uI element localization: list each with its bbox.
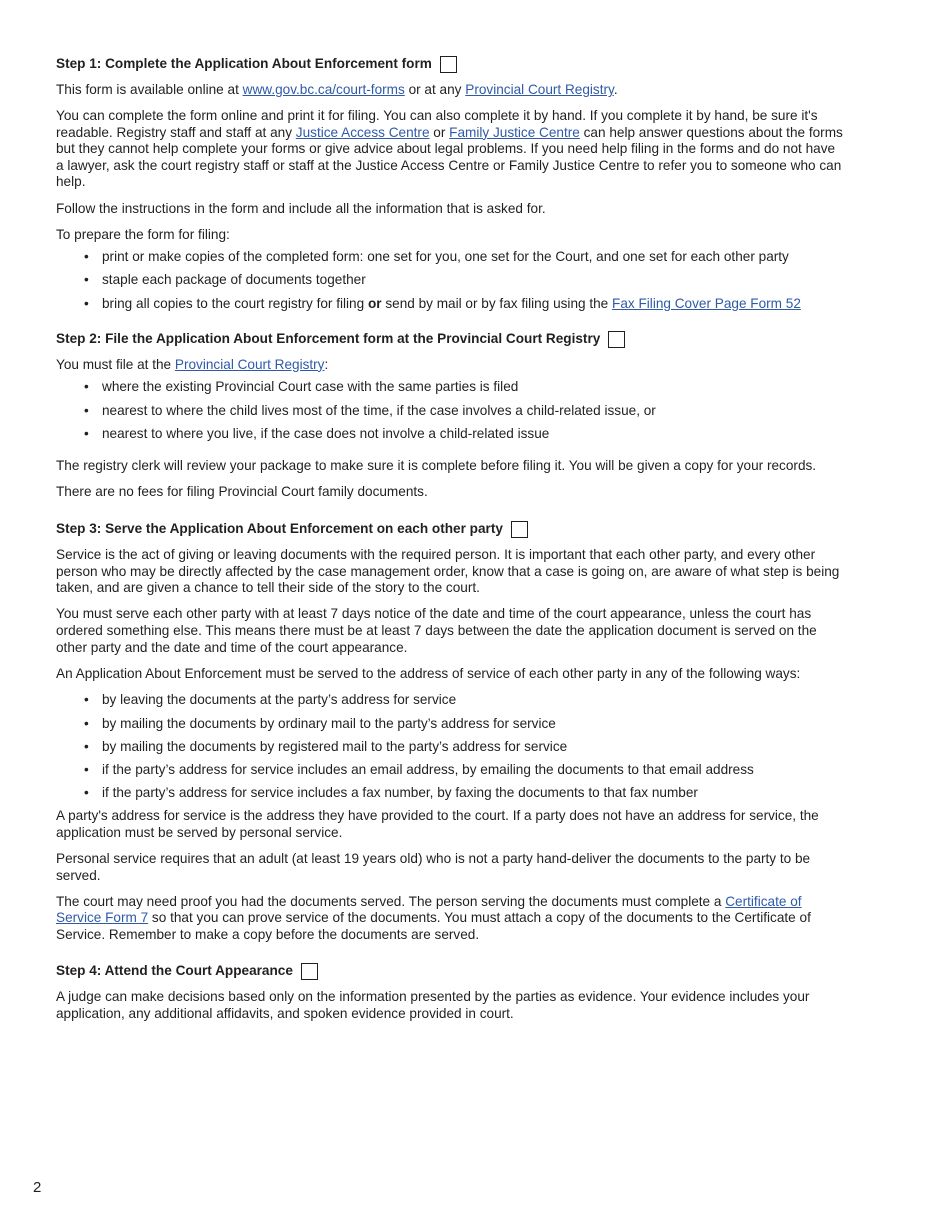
family-justice-centre-link[interactable]: Family Justice Centre [449, 124, 580, 140]
judge-paragraph: A judge can make decisions based only on the information presented by the parties as evidence. Your evidence includes your application, any additional affidavits, and spoken evidence provided in court. [56, 988, 810, 1021]
text: can help answer questions about the forms but they cannot help complete your forms or give advice about legal problems. If you need help filing in the forms and do not have a lawyer, ask the court registry staff or staff at the Justice Access Centre or Family Justice Centre to refer you to someone who can help. [56, 124, 843, 190]
file-location-list [56, 379, 846, 442]
step-3-checkbox[interactable] [511, 521, 528, 538]
step-4-heading [56, 963, 846, 980]
must-file-paragraph [56, 357, 846, 374]
list-item: • print or make copies of the completed form: one set for you, one set for the Court, and one set for each other party [56, 249, 846, 266]
provincial-court-registry-link[interactable]: Provincial Court Registry [465, 82, 614, 97]
text: : [324, 356, 329, 372]
service-ways-list [56, 692, 846, 801]
step-4-checkbox[interactable] [301, 963, 318, 980]
prepare-list [56, 249, 846, 312]
step-1-title: Step 1: Complete the Application About Enforcement form [56, 56, 432, 72]
address-paragraph: A party's address for service is the address they have provided to the court. If a party does not have an address for service, the application must be served by personal service. [56, 808, 819, 840]
step-1-heading [56, 56, 846, 73]
list-item: • nearest to where you live, if the case does not involve a child-related issue [56, 426, 846, 443]
list-item: • by mailing the documents by registered mail to the party’s address for service [56, 739, 846, 756]
proof-paragraph [56, 894, 846, 944]
page-number: 2 [33, 1179, 42, 1196]
review-paragraph: The registry clerk will review your package to make sure it is complete before filing it. You will be given a copy for your records. [56, 457, 817, 473]
service-definition-paragraph: Service is the act of giving or leaving documents with the required person. It is important that each other party, and every other person who may be directly affected by the case management order, know that a case is going on, are aware of what step is being taken, and are given a chance to tell their side of the story to the court. [56, 547, 840, 596]
text: You can complete the form online and print it for filing. You can also complete it by hand. If you complete it by hand, be sure it's readable. Registry staff and staff at any [56, 108, 818, 140]
bold-text: or [367, 295, 382, 311]
prepare-paragraph: To prepare the form for filing: [56, 226, 230, 242]
justice-access-centre-link[interactable]: Justice Access Centre [295, 124, 430, 140]
text: so that you can prove service of the documents. You must attach a copy of the documents to the Certificate of Service. Remember to make a copy before the documents are served. [56, 910, 811, 942]
ways-intro-paragraph: An Application About Enforcement must be served to the address of service of each other party in any of the following ways: [56, 665, 801, 681]
list-item: • where the existing Provincial Court case with the same parties is filed [56, 379, 846, 396]
text: . [613, 82, 618, 97]
availability-paragraph [56, 82, 846, 99]
text: or [429, 124, 450, 140]
provincial-court-registry-link[interactable]: Provincial Court Registry [174, 356, 325, 372]
step-3-heading [56, 521, 846, 538]
court-forms-link[interactable]: www.gov.bc.ca/court-forms [242, 82, 405, 97]
complete-paragraph [56, 108, 846, 191]
notice-paragraph: You must serve each other party with at least 7 days notice of the date and time of the court appearance, unless the court has ordered something else. This means there must be at least 7 days between the date the application document is served on the other party and the date and time of the court appearance. [56, 606, 817, 655]
step-3-title: Step 3: Serve the Application About Enforcement on each other party [56, 521, 503, 537]
list-item [56, 296, 846, 313]
text: bring all copies to the court registry for filing [102, 295, 368, 311]
document-body [56, 56, 846, 1032]
text: or at any [404, 82, 466, 97]
step-2-heading [56, 331, 846, 348]
list-item: • staple each package of documents together [56, 272, 846, 289]
text: This form is available online at [56, 82, 243, 97]
step-1-checkbox[interactable] [440, 56, 457, 73]
follow-paragraph: Follow the instructions in the form and include all the information that is asked for. [56, 200, 546, 216]
personal-service-paragraph: Personal service requires that an adult (at least 19 years old) who is not a party hand-deliver the documents to the party to be served. [56, 850, 811, 883]
list-item: • by leaving the documents at the party’s address for service [56, 692, 846, 709]
fax-filing-cover-page-link[interactable]: Fax Filing Cover Page Form 52 [612, 295, 801, 311]
list-item: • by mailing the documents by ordinary mail to the party’s address for service [56, 716, 846, 733]
list-item: • if the party’s address for service includes a fax number, by faxing the documents to that fax number [56, 785, 846, 802]
step-2-title: Step 2: File the Application About Enforcement form at the Provincial Court Registry [56, 331, 601, 347]
text: The court may need proof you had the documents served. The person serving the documents must complete a [56, 893, 726, 909]
step-4-title: Step 4: Attend the Court Appearance [56, 963, 293, 979]
text: You must file at the [56, 356, 175, 372]
list-item: • nearest to where the child lives most of the time, if the case involves a child-related issue, or [56, 403, 846, 420]
certificate-of-service-link[interactable]: Certificate of Service Form 7 [56, 893, 802, 926]
text: send by mail or by fax filing using the [381, 295, 613, 311]
fees-paragraph: There are no fees for filing Provincial Court family documents. [56, 484, 428, 500]
step-2-checkbox[interactable] [608, 331, 625, 348]
list-item: • if the party’s address for service includes an email address, by emailing the documents to that email address [56, 762, 846, 779]
